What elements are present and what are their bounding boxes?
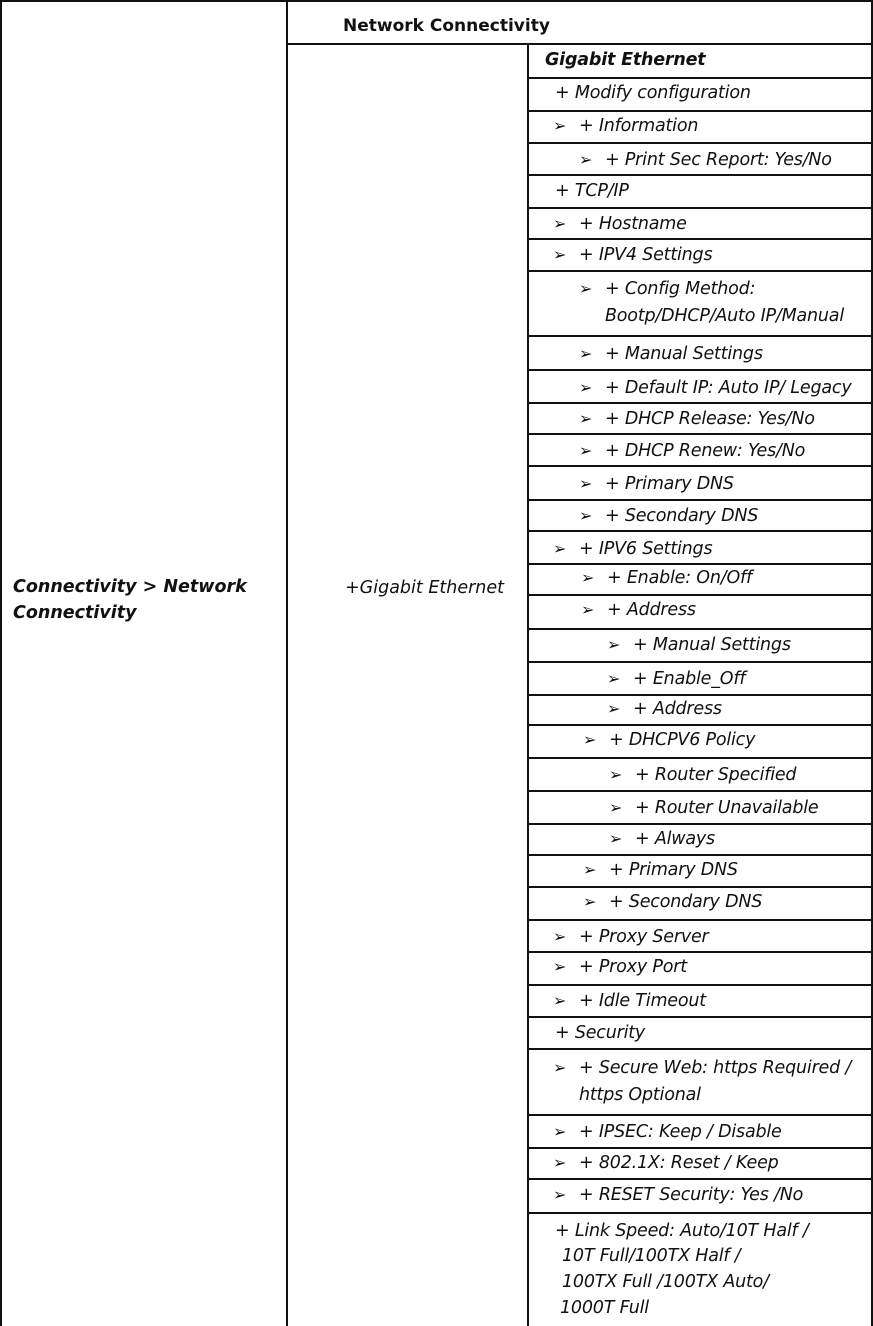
list-item: ➢ + DHCP Renew: Yes/No <box>579 438 805 464</box>
row-separator <box>527 1016 873 1018</box>
arrow-bullet-icon: ➢ <box>609 798 623 817</box>
row-separator <box>527 142 873 144</box>
row-separator <box>527 110 873 112</box>
row-separator <box>527 238 873 240</box>
arrow-bullet-icon: ➢ <box>553 927 567 946</box>
arrow-bullet-icon: ➢ <box>607 699 621 718</box>
arrow-bullet-icon: ➢ <box>579 474 593 493</box>
arrow-bullet-icon: ➢ <box>579 344 593 363</box>
arrow-bullet-icon: ➢ <box>579 409 593 428</box>
arrow-bullet-icon: ➢ <box>609 765 623 784</box>
arrow-bullet-icon: ➢ <box>579 441 593 460</box>
list-item: ➢ + Config Method: <box>579 276 755 302</box>
list-item: ➢ + Proxy Server <box>553 924 709 950</box>
arrow-bullet-icon: ➢ <box>553 991 567 1010</box>
row-separator <box>527 1212 873 1214</box>
page-title: Network Connectivity <box>343 16 550 36</box>
list-item: ➢ + DHCP Release: Yes/No <box>579 406 815 432</box>
list-item: ➢ + Address <box>581 597 696 623</box>
arrow-bullet-icon: ➢ <box>553 1185 567 1204</box>
row-separator <box>527 724 873 726</box>
row-separator <box>527 661 873 663</box>
arrow-bullet-icon: ➢ <box>553 116 567 135</box>
row-separator <box>527 335 873 337</box>
list-item: ➢ + IPV6 Settings <box>553 536 712 562</box>
list-item: ➢ + Enable_Off <box>607 666 745 692</box>
row-separator <box>527 369 873 371</box>
row-separator <box>527 174 873 176</box>
list-item: ➢ + Default IP: Auto IP/ Legacy <box>579 375 852 401</box>
row-separator <box>527 790 873 792</box>
arrow-bullet-icon: ➢ <box>579 150 593 169</box>
row-separator <box>527 628 873 630</box>
arrow-bullet-icon: ➢ <box>583 892 597 911</box>
row-separator <box>527 823 873 825</box>
list-item: ➢ + Information <box>553 113 698 139</box>
arrow-bullet-icon: ➢ <box>553 539 567 558</box>
row-separator <box>527 1114 873 1116</box>
row-separator <box>527 757 873 759</box>
arrow-bullet-icon: ➢ <box>553 245 567 264</box>
arrow-bullet-icon: ➢ <box>583 730 597 749</box>
column-divider-1 <box>286 0 288 1326</box>
list-item: + Link Speed: Auto/10T Half / <box>555 1221 809 1241</box>
list-item: ➢ + Primary DNS <box>583 857 738 883</box>
list-item: ➢ + Manual Settings <box>607 632 791 658</box>
list-item-continuation: https Optional <box>579 1085 701 1105</box>
row-separator <box>527 1147 873 1149</box>
table-border-top <box>0 0 873 2</box>
list-item: ➢ + 802.1X: Reset / Keep <box>553 1150 779 1176</box>
list-item-continuation: 100TX Full /100TX Auto/ <box>562 1272 769 1292</box>
list-item-continuation: 1000T Full <box>560 1298 649 1318</box>
arrow-bullet-icon: ➢ <box>607 669 621 688</box>
header-separator <box>286 43 873 45</box>
row-separator <box>527 886 873 888</box>
list-item: ➢ + Primary DNS <box>579 471 734 497</box>
row-separator <box>527 1048 873 1050</box>
list-item: ➢ + Secure Web: https Required / <box>553 1055 851 1081</box>
arrow-bullet-icon: ➢ <box>553 214 567 233</box>
row-separator <box>527 270 873 272</box>
list-item: ➢ + IPSEC: Keep / Disable <box>553 1119 782 1145</box>
row-separator <box>527 854 873 856</box>
row-separator <box>527 402 873 404</box>
list-item: ➢ + DHCPV6 Policy <box>583 727 755 753</box>
row-separator <box>527 594 873 596</box>
arrow-bullet-icon: ➢ <box>581 600 595 619</box>
row-separator <box>527 433 873 435</box>
list-item: ➢ + RESET Security: Yes /No <box>553 1182 803 1208</box>
list-item: + TCP/IP <box>555 181 629 201</box>
list-item: Gigabit Ethernet <box>545 50 706 70</box>
arrow-bullet-icon: ➢ <box>579 378 593 397</box>
list-item: ➢ + Router Specified <box>609 762 796 788</box>
list-item-continuation: 10T Full/100TX Half / <box>562 1246 741 1266</box>
list-item: ➢ + Address <box>607 696 722 722</box>
arrow-bullet-icon: ➢ <box>553 957 567 976</box>
table-border-left <box>0 0 2 1326</box>
list-item: ➢ + Manual Settings <box>579 341 763 367</box>
list-item: ➢ + Idle Timeout <box>553 988 706 1014</box>
row-separator <box>527 530 873 532</box>
left-cell-label: Connectivity > Network Connectivity <box>13 577 247 623</box>
row-separator <box>527 77 873 79</box>
list-item: ➢ + Secondary DNS <box>579 503 758 529</box>
row-separator <box>527 951 873 953</box>
list-item: ➢ + Print Sec Report: Yes/No <box>579 147 832 173</box>
row-separator <box>527 984 873 986</box>
arrow-bullet-icon: ➢ <box>583 860 597 879</box>
arrow-bullet-icon: ➢ <box>579 279 593 298</box>
list-item: ➢ + Hostname <box>553 211 687 237</box>
row-separator <box>527 499 873 501</box>
arrow-bullet-icon: ➢ <box>553 1122 567 1141</box>
arrow-bullet-icon: ➢ <box>553 1153 567 1172</box>
arrow-bullet-icon: ➢ <box>579 506 593 525</box>
middle-cell-label: +Gigabit Ethernet <box>345 578 505 598</box>
list-item: ➢ + Secondary DNS <box>583 889 762 915</box>
arrow-bullet-icon: ➢ <box>581 568 595 587</box>
list-item: ➢ + IPV4 Settings <box>553 242 712 268</box>
list-item: ➢ + Always <box>609 826 715 852</box>
arrow-bullet-icon: ➢ <box>553 1058 567 1077</box>
arrow-bullet-icon: ➢ <box>607 635 621 654</box>
list-item: + Security <box>555 1023 646 1043</box>
row-separator <box>527 1178 873 1180</box>
row-separator <box>527 465 873 467</box>
list-item: ➢ + Enable: On/Off <box>581 565 752 591</box>
row-separator <box>527 919 873 921</box>
list-item: + Modify configuration <box>555 83 751 103</box>
column-divider-2 <box>527 44 529 1326</box>
list-item: ➢ + Proxy Port <box>553 954 687 980</box>
row-separator <box>527 207 873 209</box>
list-item-continuation: Bootp/DHCP/Auto IP/Manual <box>605 306 844 326</box>
list-item: ➢ + Router Unavailable <box>609 795 818 821</box>
arrow-bullet-icon: ➢ <box>609 829 623 848</box>
